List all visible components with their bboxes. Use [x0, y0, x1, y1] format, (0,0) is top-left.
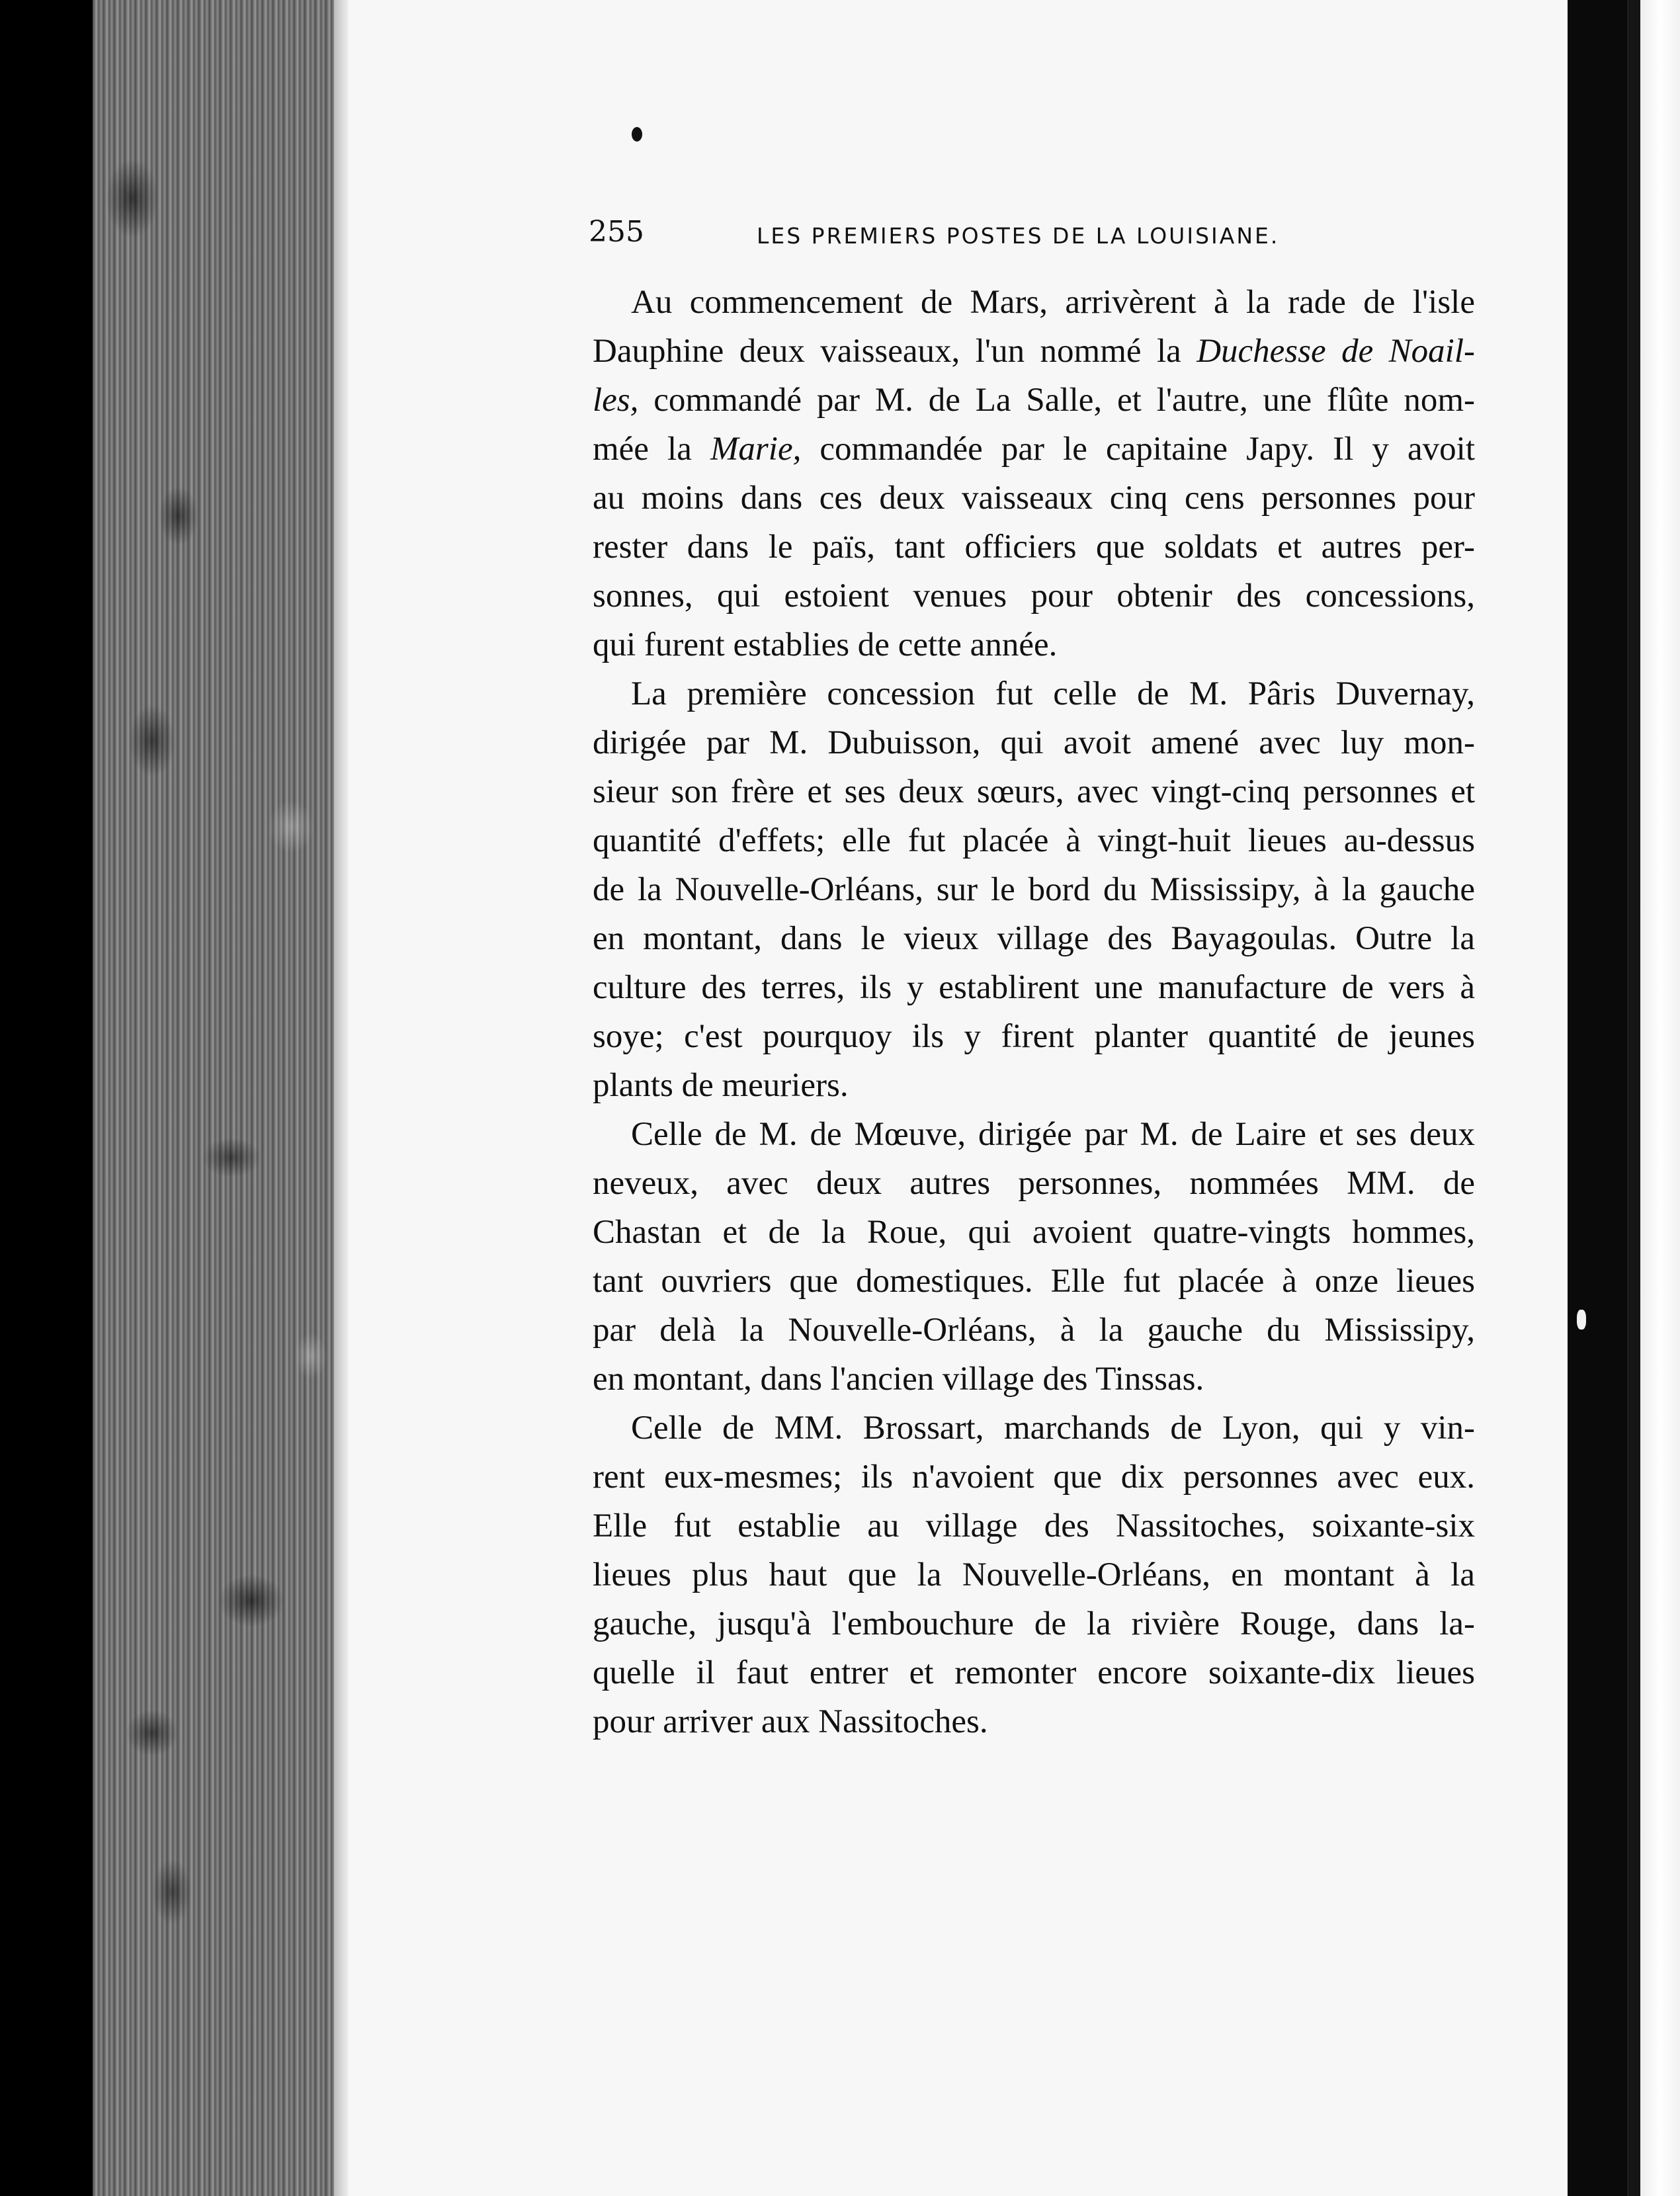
- text-line: culture des terres, ils y establirent une manufacture de vers à: [593, 969, 1475, 1006]
- text-line: gauche, jusqu'à l'embouchure de la rivière Rouge, dans la-: [593, 1605, 1475, 1642]
- text-line: au moins dans ces deux vaisseaux cinq cens personnes pour: [593, 480, 1475, 517]
- text-line: mée la Marie, commandée par le capitaine Japy. Il y avoit: [593, 431, 1475, 468]
- text-line: plants de meuriers.: [593, 1067, 849, 1104]
- text-line: sieur son frère et ses deux sœurs, avec vingt-cinq personnes et: [593, 773, 1475, 810]
- ship-name-marie: Marie,: [710, 431, 802, 468]
- text-line: Dauphine deux vaisseaux, l'un nommé la Duchesse de Noail-: [593, 333, 1475, 370]
- text-line: les, commandé par M. de La Salle, et l'autre, une flûte nom-: [593, 382, 1475, 419]
- running-title: LES PREMIERS POSTES DE LA LOUISIANE.: [757, 223, 1280, 249]
- page-edge-stack: [93, 0, 347, 2196]
- left-dark-margin: [0, 0, 93, 2196]
- text-line: soye; c'est pourquoy ils y firent planter quantité de jeunes: [593, 1018, 1475, 1055]
- stray-mark: [1577, 1310, 1586, 1330]
- text-line: qui furent establies de cette année.: [593, 626, 1058, 663]
- text-line: Celle de M. de Mœuve, dirigée par M. de Laire et ses deux: [631, 1116, 1475, 1153]
- text-line: Au commencement de Mars, arrivèrent à la rade de l'isle: [631, 284, 1475, 321]
- text-line: neveux, avec deux autres personnes, nommées MM. de: [593, 1165, 1475, 1202]
- right-edge-stripe: [1628, 0, 1640, 2196]
- text-line: quantité d'effets; elle fut placée à vingt-huit lieues au-dessus: [593, 822, 1475, 859]
- ship-name-duchesse: Duchesse de Noail-: [1197, 333, 1475, 370]
- text-line: Chastan et de la Roue, qui avoient quatre-vingts hommes,: [593, 1214, 1475, 1251]
- text-line: en montant, dans l'ancien village des Tinssas.: [593, 1361, 1204, 1398]
- text-line: Celle de MM. Brossart, marchands de Lyon, qui y vin-: [631, 1410, 1475, 1447]
- text-line: quelle il faut entrer et remonter encore soixante-dix lieues: [593, 1654, 1475, 1691]
- ink-dot: [632, 127, 642, 142]
- page-number: 255: [589, 215, 644, 249]
- text-line: sonnes, qui estoient venues pour obtenir des concessions,: [593, 577, 1475, 614]
- text-line: tant ouvriers que domestiques. Elle fut placée à onze lieues: [593, 1263, 1475, 1300]
- text-line: de la Nouvelle-Orléans, sur le bord du Mississipy, à la gauche: [593, 871, 1475, 908]
- page-edge-highlight: [334, 0, 349, 2196]
- text-line: lieues plus haut que la Nouvelle-Orléans, en montant à la: [593, 1556, 1475, 1593]
- text-line: dirigée par M. Dubuisson, qui avoit amené avec luy mon-: [593, 724, 1475, 761]
- text-line: rent eux-mesmes; ils n'avoient que dix personnes avec eux.: [593, 1458, 1475, 1496]
- text-line: pour arriver aux Nassitoches.: [593, 1703, 988, 1740]
- text-line: La première concession fut celle de M. Pâris Duvernay,: [631, 675, 1475, 712]
- right-edge-light: [1614, 0, 1680, 2196]
- text-line: en montant, dans le vieux village des Bayagoulas. Outre la: [593, 920, 1475, 957]
- running-header: [589, 215, 1349, 261]
- text-line: Elle fut establie au village des Nassitoches, soixante-six: [593, 1507, 1475, 1544]
- text-body: [593, 278, 1475, 1746]
- text-line: rester dans le païs, tant officiers que soldats et autres per-: [593, 528, 1475, 566]
- ship-name-les: les,: [593, 382, 639, 419]
- text-line: par delà la Nouvelle-Orléans, à la gauche du Mississipy,: [593, 1312, 1475, 1349]
